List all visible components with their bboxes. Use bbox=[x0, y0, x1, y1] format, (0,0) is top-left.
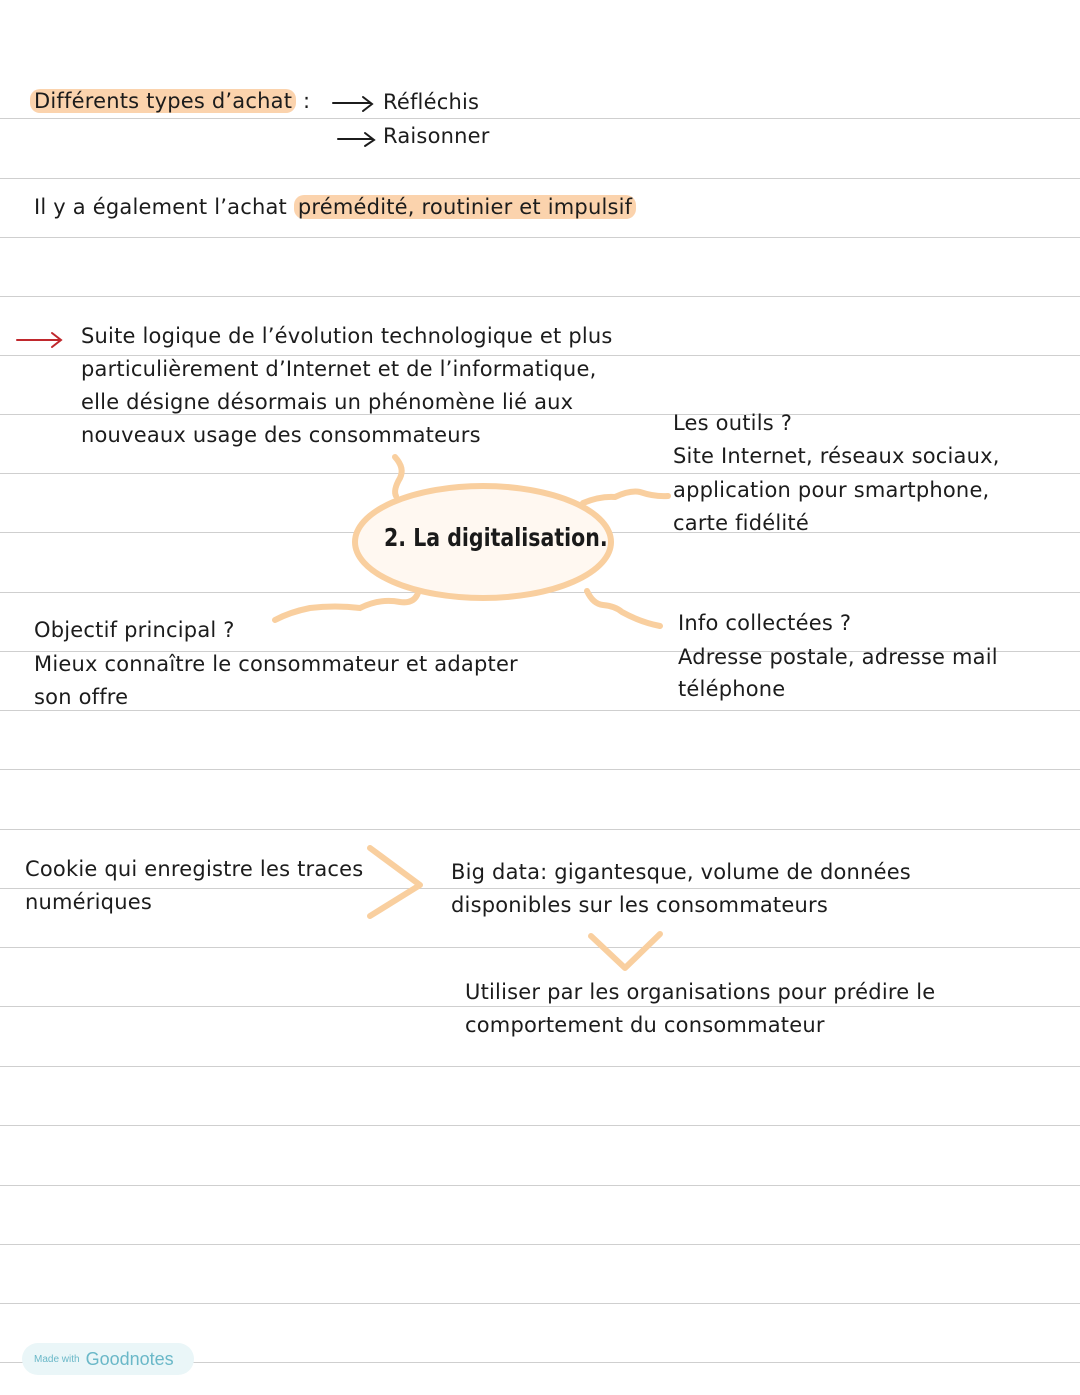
goodnotes-badge bbox=[22, 1343, 194, 1375]
purchase-also-prefix: Il y a également l’achat bbox=[34, 195, 287, 219]
usage-line: comportement du consommateur bbox=[465, 1013, 825, 1037]
objectif-title: Objectif principal ? bbox=[34, 618, 235, 642]
cookie-line: Cookie qui enregistre les traces bbox=[25, 857, 364, 881]
purchase-also-line bbox=[34, 191, 636, 224]
chevron-right-icon bbox=[370, 848, 420, 916]
outils-line: carte fidélité bbox=[673, 511, 809, 535]
arrow-right-icon bbox=[333, 97, 374, 146]
intro-line: elle désigne désormais un phénomène lié aux bbox=[81, 390, 574, 414]
outils-line: application pour smartphone, bbox=[673, 478, 990, 502]
purchase-types-heading bbox=[30, 85, 310, 118]
info-title: Info collectées ? bbox=[678, 611, 852, 635]
bigdata-line: Big data: gigantesque, volume de données bbox=[451, 860, 911, 884]
info-line: Adresse postale, adresse mail bbox=[678, 645, 998, 669]
purchase-types-label: Différents types d’achat bbox=[30, 89, 296, 113]
chevron-down-icon bbox=[591, 934, 660, 968]
purchase-type-item: Réfléchis bbox=[383, 90, 480, 114]
outils-title: Les outils ? bbox=[673, 411, 793, 435]
info-line: téléphone bbox=[678, 677, 786, 701]
red-arrow-icon bbox=[17, 333, 61, 347]
outils-line: Site Internet, réseaux sociaux, bbox=[673, 444, 1000, 468]
objectif-line: son offre bbox=[34, 685, 129, 709]
usage-line: Utiliser par les organisations pour prédire le bbox=[465, 980, 936, 1004]
cookie-line: numériques bbox=[25, 890, 152, 914]
purchase-also-highlight: prémédité, routinier et impulsif bbox=[294, 195, 636, 219]
goodnotes-logo: Goodnotes bbox=[85, 1348, 174, 1369]
bigdata-line: disponibles sur les consommateurs bbox=[451, 893, 828, 917]
intro-line: Suite logique de l’évolution technologique et plus bbox=[81, 324, 613, 348]
made-with-label: Made with bbox=[34, 1353, 80, 1365]
colon: : bbox=[303, 89, 311, 113]
mindmap-center-title: 2. La digitalisation. bbox=[384, 523, 608, 552]
objectif-line: Mieux connaître le consommateur et adapter bbox=[34, 652, 518, 676]
intro-line: nouveaux usage des consommateurs bbox=[81, 423, 481, 447]
purchase-type-item: Raisonner bbox=[383, 124, 490, 148]
intro-line: particulièrement d’Internet et de l’informatique, bbox=[81, 357, 597, 381]
